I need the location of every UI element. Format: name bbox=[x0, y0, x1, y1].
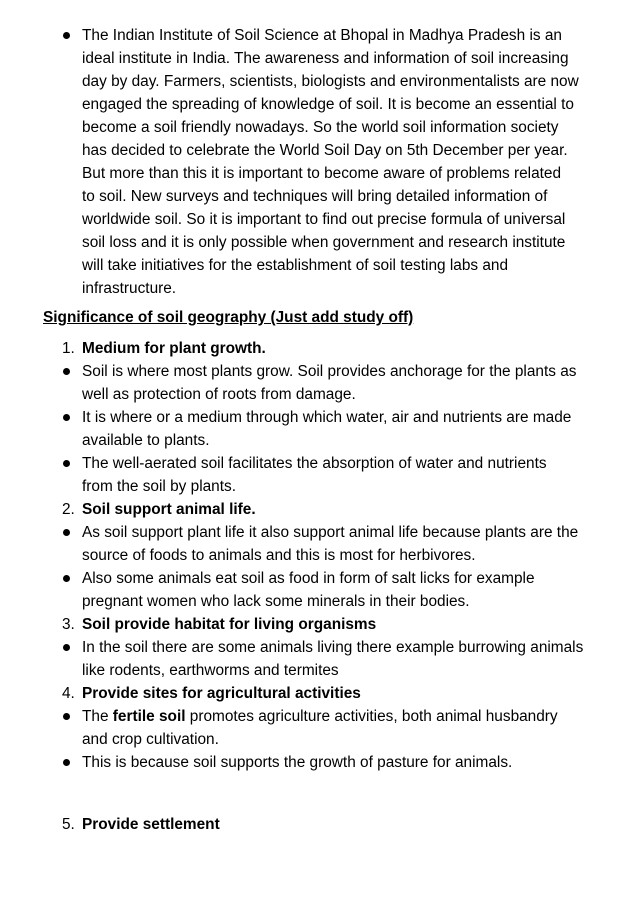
section-heading: Significance of soil geography (Just add study off) bbox=[43, 309, 414, 326]
bullet-icon bbox=[62, 406, 72, 429]
text-line: engaged the spreading of knowledge of soil. It is become an essential to bbox=[82, 96, 574, 113]
bullet-icon bbox=[62, 24, 72, 47]
text-line: But more than this it is important to become aware of problems related bbox=[82, 165, 562, 182]
list-item bbox=[82, 567, 602, 613]
text-line: will take initiatives for the establishment of soil testing labs and bbox=[82, 257, 509, 274]
bullet-icon bbox=[62, 452, 72, 475]
text-line: like rodents, earthworms and termites bbox=[82, 662, 339, 679]
point-title: Provide sites for agricultural activities bbox=[82, 685, 361, 702]
text-line: This is because soil supports the growth of pasture for animals. bbox=[82, 754, 513, 771]
point-title: Provide settlement bbox=[82, 816, 220, 833]
list-item bbox=[82, 452, 602, 498]
text-line: pregnant women who lack some minerals in their bodies. bbox=[82, 593, 470, 610]
text-line: to soil. New surveys and techniques will bring detailed information of bbox=[82, 188, 548, 205]
text-line: In the soil there are some animals living there example burrowing animals bbox=[82, 639, 584, 656]
bullet-icon bbox=[62, 360, 72, 383]
list-number: 4. bbox=[62, 685, 75, 702]
text-line: Soil is where most plants grow. Soil provides anchorage for the plants as bbox=[82, 363, 577, 380]
text-line: and crop cultivation. bbox=[82, 731, 219, 748]
intro-paragraph bbox=[82, 24, 602, 300]
text-prefix: The bbox=[82, 708, 113, 725]
bullet-icon bbox=[62, 636, 72, 659]
text-line: available to plants. bbox=[82, 432, 210, 449]
list-number: 1. bbox=[62, 340, 75, 357]
text-line: The Indian Institute of Soil Science at Bhopal in Madhya Pradesh is an bbox=[82, 27, 562, 44]
text-line: become a soil friendly nowadays. So the world soil information society bbox=[82, 119, 559, 136]
text-line: As soil support plant life it also support animal life because plants are the bbox=[82, 524, 579, 541]
text-line: worldwide soil. So it is important to find out precise formula of universal bbox=[82, 211, 566, 228]
text-line: soil loss and it is only possible when government and research institute bbox=[82, 234, 566, 251]
list-item bbox=[82, 521, 602, 567]
text-line: It is where or a medium through which water, air and nutrients are made bbox=[82, 409, 572, 426]
text-line: Also some animals eat soil as food in form of salt licks for example bbox=[82, 570, 535, 587]
text-line: from the soil by plants. bbox=[82, 478, 236, 495]
list-item bbox=[82, 406, 602, 452]
text-line: infrastructure. bbox=[82, 280, 177, 297]
text-line: day by day. Farmers, scientists, biologists and environmentalists are now bbox=[82, 73, 579, 90]
list-item bbox=[82, 636, 602, 682]
bullet-icon bbox=[62, 705, 72, 728]
list-number: 3. bbox=[62, 616, 75, 633]
fertile-soil-term: fertile soil bbox=[112, 708, 186, 725]
text-line bbox=[82, 705, 602, 728]
list-item bbox=[82, 705, 602, 751]
text-line: has decided to celebrate the World Soil Day on 5th December per year. bbox=[82, 142, 568, 159]
list-number: 5. bbox=[62, 816, 75, 833]
text-line: well as protection of roots from damage. bbox=[82, 386, 356, 403]
text-line: The well-aerated soil facilitates the absorption of water and nutrients bbox=[82, 455, 547, 472]
bullet-icon bbox=[62, 567, 72, 590]
list-item bbox=[82, 751, 602, 774]
text-line: ideal institute in India. The awareness and information of soil increasing bbox=[82, 50, 569, 67]
list-item bbox=[82, 360, 602, 406]
text-rest: promotes agriculture activities, both animal husbandry bbox=[185, 708, 558, 725]
bullet-icon bbox=[62, 751, 72, 774]
point-title: Medium for plant growth. bbox=[82, 340, 266, 357]
text-line: source of foods to animals and this is most for herbivores. bbox=[82, 547, 476, 564]
point-title: Soil support animal life. bbox=[82, 501, 256, 518]
list-number: 2. bbox=[62, 501, 75, 518]
point-title: Soil provide habitat for living organisms bbox=[82, 616, 377, 633]
bullet-icon bbox=[62, 521, 72, 544]
